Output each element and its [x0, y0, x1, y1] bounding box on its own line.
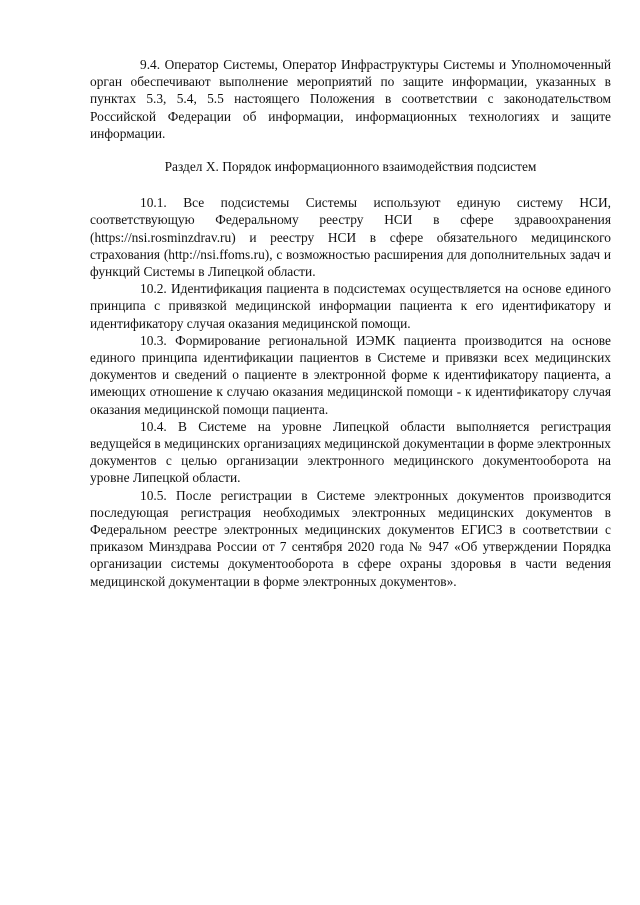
section-heading: Раздел X. Порядок информационного взаимодействия подсистем [164, 159, 537, 175]
paragraph-10-5: 10.5. После регистрации в Системе электронных документов производится последующая регистрация необходимых электронных медицинских документов в Федеральном реестре электронных медицинских документов ЕГИСЗ в соответствии с приказом Минздрава России от 7 сентября 2020 года № 947 «Об утверждении Порядка организации системы документооборота в сфере охраны здоровья в части ведения медицинской документации в форме электронных документов». [90, 487, 611, 589]
paragraph-10-3: 10.3. Формирование региональной ИЭМК пациента производится на основе единого принципа идентификации пациентов в Системе и привязки всех медицинских документов и сведений о пациенте в электронной форме к идентификатору пациента, а имеющих отношение к случаю оказания медицинской помощи - к идентификатору случая оказания медицинской помощи пациента. [90, 332, 611, 417]
paragraph-9-4: 9.4. Оператор Системы, Оператор Инфраструктуры Системы и Уполномоченный орган обеспечивают выполнение мероприятий по защите информации, указанных в пунктах 5.3, 5.4, 5.5 настоящего Положения в соответствии с законодательством Российской Федерации об информации, информационных технологиях и защите информации. [90, 57, 611, 141]
paragraph-10-4: 10.4. В Системе на уровне Липецкой области выполняется регистрация ведущейся в медицинских организациях медицинской документации в форме электронных документов с целью организации электронного медицинского документооборота на уровне Липецкой области. [90, 418, 611, 486]
paragraph-10-1: 10.1. Все подсистемы Системы используют единую систему НСИ, соответствующую Федеральному реестру НСИ в сфере здравоохранения (https://nsi.rosminzdrav.ru) и реестру НСИ в сфере обязательного медицинского страхования (http://nsi.ffoms.ru), с возможностью расширения для дополнительных задач и функций Системы в Липецкой области. [90, 195, 611, 280]
document-page [90, 56, 611, 590]
paragraph-10-2: 10.2. Идентификация пациента в подсистемах осуществляется на основе единого принципа с привязкой медицинской информации пациента к его идентификатору и идентификатору случая оказания медицинской помощи. [90, 281, 611, 331]
